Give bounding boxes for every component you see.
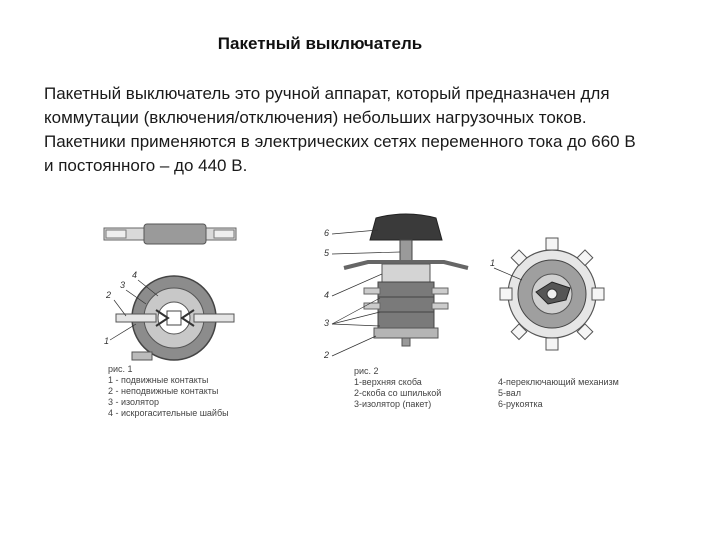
figure-1-callout: 2	[106, 290, 112, 300]
slide-title: Пакетный выключатель	[217, 34, 423, 53]
figure-1-legend	[108, 364, 229, 419]
figure-2-callout: 5	[324, 248, 330, 258]
legend-item: 6-рукоятка	[498, 399, 543, 409]
legend-item: 4 - искрогасительные шайбы	[108, 408, 229, 418]
figure-1-callout: 1	[104, 336, 110, 346]
description-paragraph: Пакетный выключатель это ручной аппарат, который предназначен для коммутации (включения/отключения) небольших нагрузочных токов. Пакетники применяются в электрических сетях переменного тока до 660 В и постоянного – до 440 В.	[44, 84, 636, 175]
figure-2-caption: рис. 2	[354, 366, 379, 376]
figure-2-callout: 2	[324, 350, 330, 360]
legend-item: 3-изолятор (пакет)	[354, 399, 432, 409]
figure-2-callout: 3	[324, 318, 330, 328]
legend-item: 2 - неподвижные контакты	[108, 386, 219, 396]
figure-3-drawing	[486, 232, 616, 356]
figure-2-callout: 4	[324, 290, 330, 300]
figure-2-legend-right	[498, 377, 619, 410]
legend-item: 1-верхняя скоба	[354, 377, 422, 387]
figure-1-drawing	[96, 218, 246, 368]
figure-2-callout: 6	[324, 228, 330, 238]
figure-1-callout: 4	[132, 270, 138, 280]
figure-2-legend-left	[354, 366, 441, 410]
figure-1-caption: рис. 1	[108, 364, 133, 374]
legend-item: 1 - подвижные контакты	[108, 375, 209, 385]
legend-item: 4-переключающий механизм	[498, 377, 619, 387]
legend-item: 5-вал	[498, 388, 521, 398]
figure-1-callout: 3	[120, 280, 126, 290]
legend-item: 2-скоба со шпилькой	[354, 388, 442, 398]
legend-item: 3 - изолятор	[108, 397, 160, 407]
figure-2-drawing	[318, 208, 478, 368]
figure-3-callout: 1	[490, 258, 496, 268]
